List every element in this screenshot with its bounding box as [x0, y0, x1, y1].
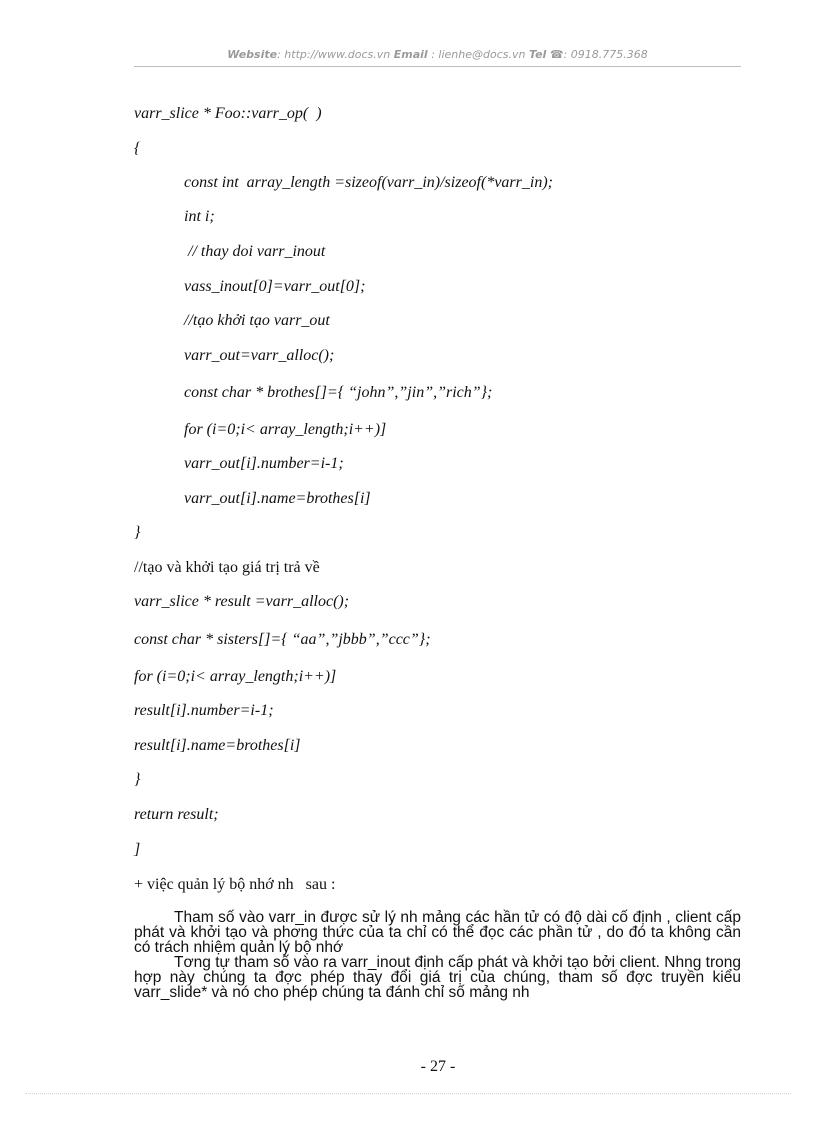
code-line: varr_out=varr_alloc(); [184, 347, 335, 364]
code-line: // thay doi varr_inout [184, 243, 326, 260]
code-line: varr_out[i].number=i-1; [184, 455, 344, 472]
code-line: const char * sisters[]={ “aa”,”jbbb”,”ccc”}; [134, 631, 431, 648]
code-line: varr_slice * result =varr_alloc(); [134, 593, 350, 610]
code-line: } [134, 524, 141, 541]
header-divider [134, 66, 741, 67]
code-line: const int array_length =sizeof(varr_in)/sizeof(*varr_in); [184, 174, 553, 191]
code-line: { [134, 140, 141, 157]
code-line: ] [134, 841, 141, 858]
page-number: - 27 - [420, 1058, 456, 1075]
code-line: result[i].name=brothes[i] [134, 737, 301, 754]
code-line: for (i=0;i< array_length;i++)] [134, 668, 337, 685]
code-line: varr_out[i].name=brothes[i] [184, 490, 371, 507]
phone-icon: ☎ [549, 48, 564, 61]
code-line: return result; [134, 806, 219, 823]
code-comment: //tạo và khởi tạo giá trị trả về [134, 559, 320, 576]
code-line: } [134, 771, 141, 788]
code-line: for (i=0;i< array_length;i++)] [184, 421, 387, 438]
footer-divider [25, 1093, 791, 1094]
email-label: Email [393, 48, 428, 61]
code-line: int i; [184, 208, 215, 225]
email-value: : lienhe@docs.vn [431, 48, 526, 61]
code-line: const char * brothes[]={ “john”,”jin”,”rich”}; [184, 384, 493, 401]
note-heading: + việc quản lý bộ nhớ nh sau : [134, 876, 336, 893]
tel-label: Tel [528, 48, 547, 61]
code-line: //tạo khởi tạo varr_out [184, 312, 330, 329]
code-line: varr_slice * Foo::varr_op( ) [134, 105, 322, 122]
code-line: result[i].number=i-1; [134, 702, 274, 719]
code-line: vass_inout[0]=varr_out[0]; [184, 278, 366, 295]
website-value: : http://www.docs.vn [277, 48, 391, 61]
tel-value: : 0918.775.368 [563, 48, 648, 61]
body-text [134, 910, 741, 1000]
paragraph: Tơng tự tham số vào ra varr_inout định cấp phát và khởi tạo bởi client. Nhng trong hợp này chúng ta đợc phép thay đổi giá trị của chúng, tham số đợc truyền kiểu varr_slide* và nó cho phép chúng ta đánh chỉ số mảng nh [134, 954, 741, 1001]
paragraph: Tham số vào varr_in được sử lý nh mảng các hần tử có độ dài cố định , client cấp phát và khởi tạo và phơng thức của ta chỉ có thể đọc các phần tử , do đó ta không cần có trách nhiệm quản lý bộ nhớ [134, 909, 741, 956]
website-label: Website [227, 48, 278, 61]
page-header [134, 48, 741, 61]
